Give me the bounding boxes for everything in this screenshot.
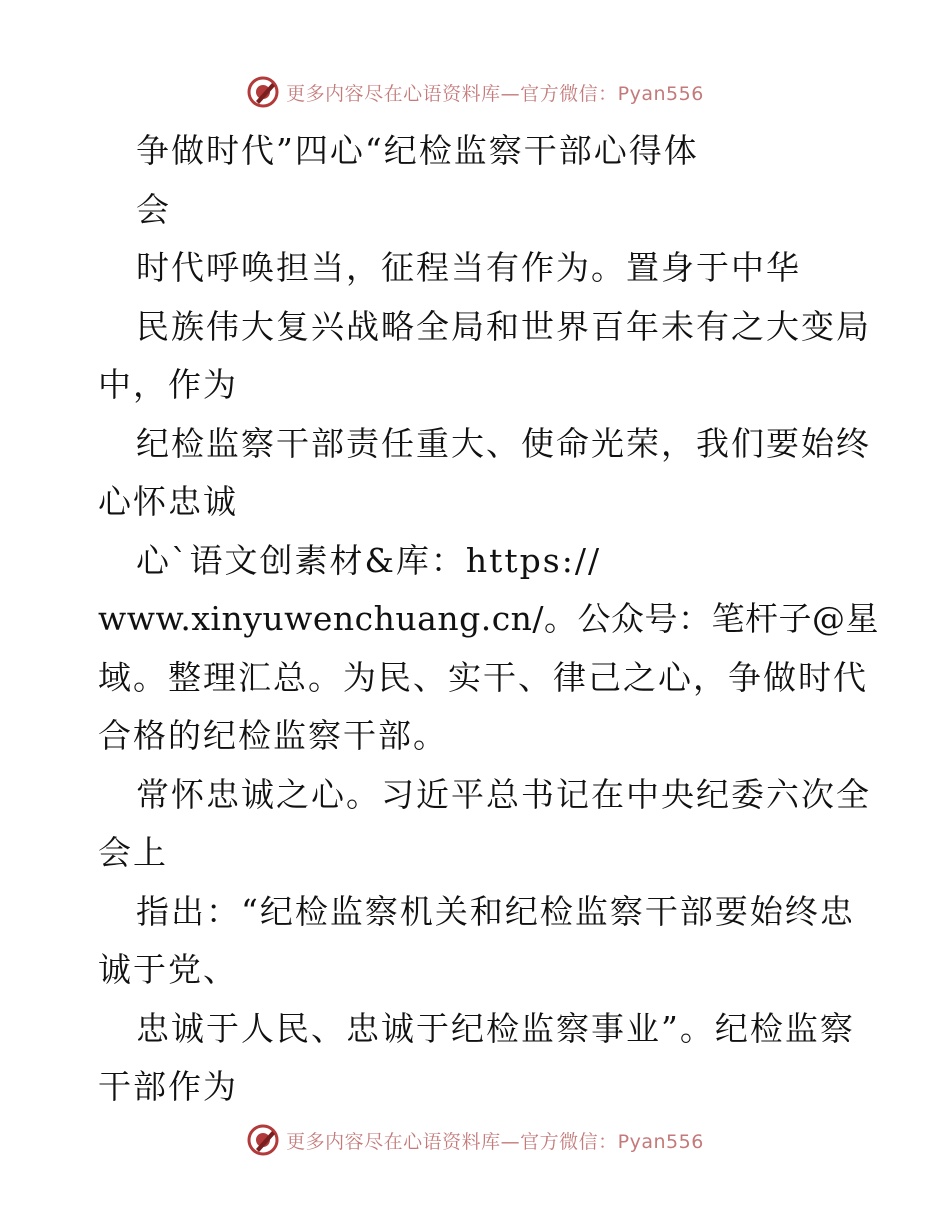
document-body [98, 122, 880, 1117]
text-line: 时代呼唤担当，征程当有作为。置身于中华 [136, 248, 801, 287]
banner-text: 更多内容尽在心语资料库—官方微信：Pyan556 [286, 1130, 704, 1153]
text-line: 心怀忠诚 [98, 482, 238, 521]
text-line: 心`语文创素材&库：https:// [136, 540, 602, 580]
text-line: 会上 [98, 833, 168, 872]
text-line: 指出：“纪检监察机关和纪检监察干部要始终忠 [136, 891, 855, 931]
text-line: 忠诚于人民、忠诚于纪检监察事业”。纪检监察 [136, 1008, 855, 1048]
text-line: www.xinyuwenchuang.cn/。公众号：笔杆子@星 [98, 599, 880, 638]
brand-logo-icon [246, 1123, 280, 1157]
text-line: 诚于党、 [98, 950, 238, 989]
header-banner [0, 72, 950, 112]
text-line: 纪检监察干部责任重大、使命光荣，我们要始终 [136, 423, 871, 463]
brand-logo-icon [246, 75, 280, 109]
footer-banner [0, 1120, 950, 1160]
text-line: 合格的纪检监察干部。 [98, 716, 448, 755]
text-line: 中，作为 [98, 365, 238, 404]
text-line: 干部作为 [98, 1067, 238, 1106]
text-line: 域。整理汇总。为民、实干、律己之心，争做时代 [98, 657, 868, 697]
text-line: 争做时代”四心“纪检监察干部心得体 [136, 131, 699, 170]
text-line: 会 [136, 189, 171, 229]
banner-text: 更多内容尽在心语资料库—官方微信：Pyan556 [286, 82, 704, 105]
text-line: 常怀忠诚之心。习近平总书记在中央纪委六次全 [136, 774, 871, 814]
text-line: 民族伟大复兴战略全局和世界百年未有之大变局 [136, 306, 871, 346]
